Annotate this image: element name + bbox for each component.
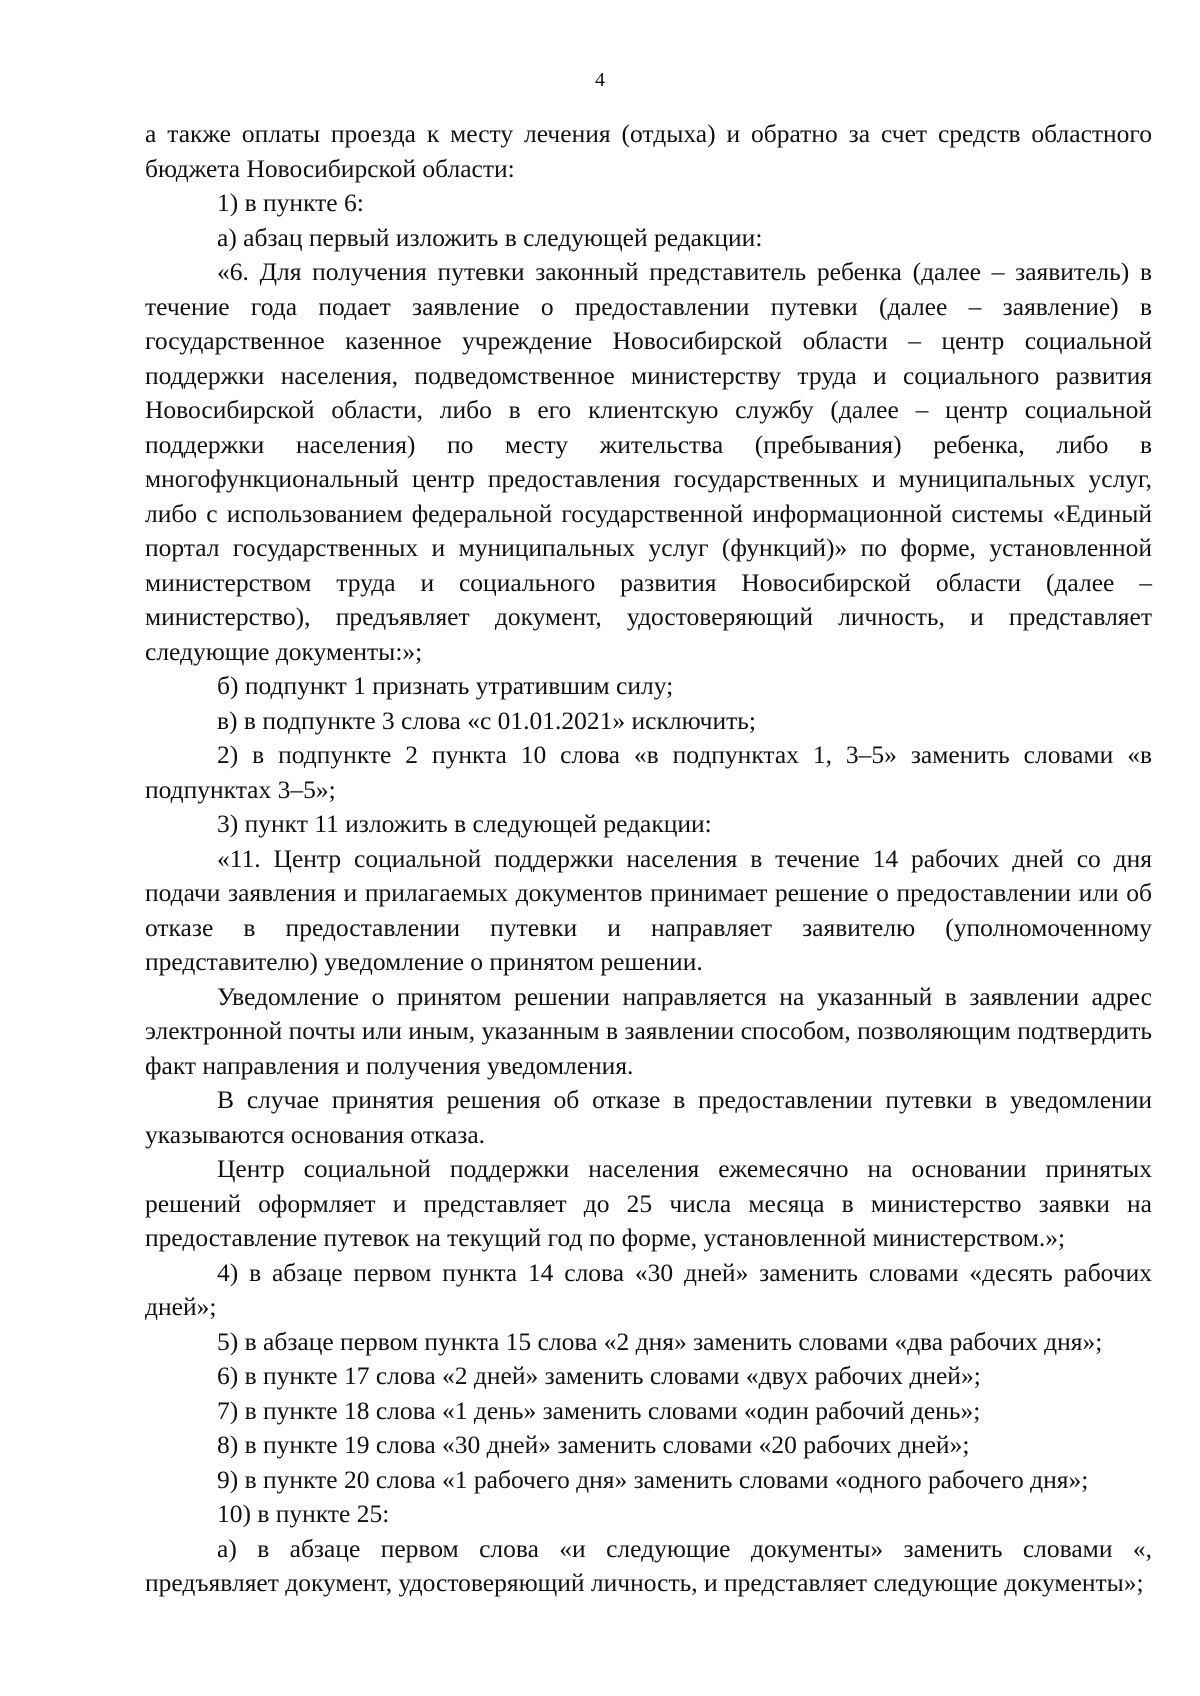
paragraph-1: а также оплаты проезда к месту лечения (отдыха) и обратно за счет средств областного бюджета Новосибирской области: [145,119,1152,183]
paragraph-11: В случае принятия решения об отказе в предоставлении путевки в уведомлении указываются основания отказа. [145,1085,1152,1149]
paragraph-20: а) в абзаце первом слова «и следующие документы» заменить словами «, предъявляет документ, удостоверяющий личность, и представляет следующие документы»; [145,1533,1152,1597]
paragraph-8: 3) пункт 11 изложить в следующей редакции: [217,809,712,838]
paragraph-18: 9) в пункте 20 слова «1 рабочего дня» заменить словами «одного рабочего дня»; [217,1464,1089,1494]
paragraph-15: 6) в пункте 17 слова «2 дней» заменить словами «двух рабочих дней»; [217,1361,981,1390]
paragraph-14: 5) в абзаце первом пункта 15 слова «2 дня» заменить словами «два рабочих дня»; [217,1326,1103,1356]
paragraph-9: «11. Центр социальной поддержки населения в течение 14 рабочих дней со дня подачи заявления и прилагаемых документов принимает решение о предоставлении или об отказе в предоставлении путевки и направляет заявителю (уполномоченному представителю) уведомление о принятом решении. [145,843,1152,976]
page-number: 4 [595,69,605,91]
paragraph-13: 4) в абзаце первом пункта 14 слова «30 дней» заменить словами «десять рабочих дней»; [145,1257,1152,1321]
paragraph-19: 10) в пункте 25: [217,1499,390,1528]
paragraph-4: «6. Для получения путевки законный представитель ребенка (далее – заявитель) в течение года подает заявление о предоставлении путевки (далее – заявление) в государственное казенное учреждение Новосибирской области – центр социальной поддержки населения, подведомственное министерству труда и социального развития Новосибирской области, либо в его клиентскую службу (далее – центр социальной поддержки населения) по месту жительства (пребывания) ребенка, либо в многофункциональный центр предоставления государственных и муниципальных услуг, либо с использованием федеральной государственной информационной системы «Единый портал государственных и муниципальных услуг (функций)» по форме, установленной министерством труда и социального развития Новосибирской области (далее – министерство), предъявляет документ, удостоверяющий личность, и представляет следующие документы:»; [145,257,1152,666]
paragraph-10: Уведомление о принятом решении направляется на указанный в заявлении адрес электронной почты или иным, указанным в заявлении способом, позволяющим подтвердить факт направления и получения уведомления. [145,981,1152,1080]
paragraph-16: 7) в пункте 18 слова «1 день» заменить словами «один рабочий день»; [217,1395,981,1425]
paragraph-2: 1) в пункте 6: [217,188,364,217]
paragraph-6: в) в подпункте 3 слова «с 01.01.2021» исключить; [217,705,757,735]
document-body [145,117,1152,1601]
paragraph-3: а) абзац первый изложить в следующей редакции: [217,222,763,252]
paragraph-17: 8) в пункте 19 слова «30 дней» заменить словами «20 рабочих дней»; [217,1430,970,1459]
paragraph-12: Центр социальной поддержки населения ежемесячно на основании принятых решений оформляет и представляет до 25 числа месяца в министерство заявки на предоставление путевок на текущий год по форме, установленной министерством.»; [145,1154,1152,1252]
paragraph-5: б) подпункт 1 признать утратившим силу; [217,671,674,700]
paragraph-7: 2) в подпункте 2 пункта 10 слова «в подпунктах 1, 3–5» заменить словами «в подпунктах 3–5»; [145,740,1152,804]
